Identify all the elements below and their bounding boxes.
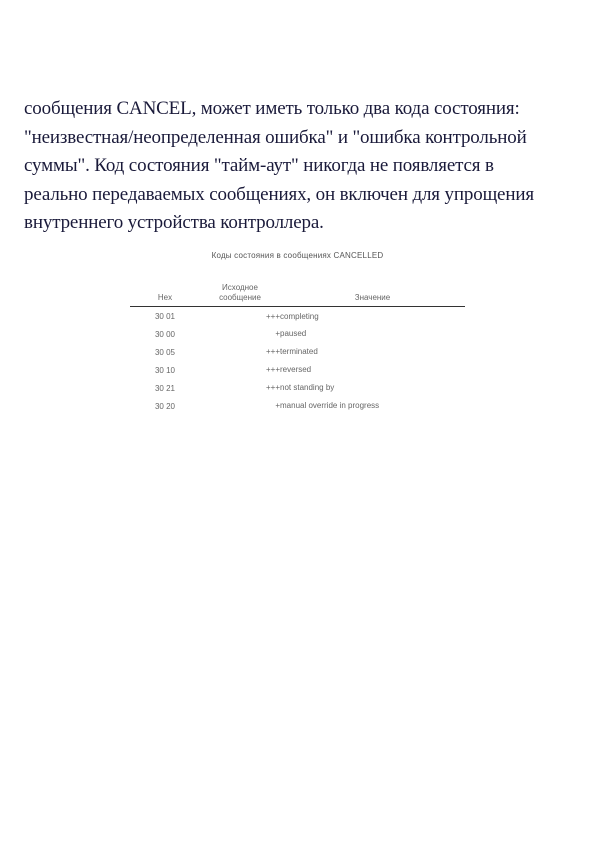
cell-source: +++: [265, 346, 280, 356]
cell-source: +++: [265, 312, 280, 321]
paragraph-line: сообщения CANCEL, может иметь только два кода состояния:: [24, 98, 520, 119]
table-row: [130, 378, 465, 396]
table-row: [130, 342, 465, 360]
header-meaning: Значение: [280, 283, 465, 307]
cell-meaning: terminated: [280, 346, 318, 356]
cell-meaning: not standing by: [280, 382, 335, 392]
status-codes-table: [130, 283, 465, 414]
cell-meaning: manual override in progress: [280, 400, 380, 410]
header-source-line2: сообщение: [219, 293, 261, 302]
cell-source: +: [275, 400, 280, 410]
cell-hex: 30 05: [154, 348, 176, 357]
cell-meaning: paused: [280, 328, 307, 338]
table-row: [130, 360, 465, 378]
header-source: [200, 283, 280, 307]
paragraph-line: реально передаваемых сообщениях, он включен для упрощения: [24, 183, 534, 205]
paragraph-line: суммы". Код состояния "тайм-аут" никогда не появляется в: [24, 155, 494, 177]
cell-hex: 30 21: [154, 384, 176, 393]
cell-source: +++: [265, 364, 280, 374]
header-hex: Hex: [130, 283, 200, 307]
table-row: [130, 396, 465, 414]
cell-meaning: reversed: [280, 364, 312, 374]
table-header-row: [130, 283, 465, 307]
cell-hex: 30 01: [154, 312, 176, 321]
body-paragraph: [24, 95, 584, 238]
cell-source: +++: [265, 382, 280, 392]
cell-hex: 30 00: [154, 330, 176, 339]
table-row: [130, 324, 465, 342]
table-row: [130, 307, 465, 325]
cell-hex: 30 10: [154, 366, 176, 375]
cell-source: +: [275, 328, 280, 338]
cell-meaning: completing: [280, 312, 319, 321]
paragraph-line: "неизвестная/неопределенная ошибка" и "ошибка контрольной: [24, 126, 527, 148]
cell-hex: 30 20: [154, 402, 176, 411]
paragraph-line: внутреннего устройства контроллера.: [24, 212, 324, 234]
table-caption: Коды состояния в сообщениях CANCELLED: [211, 251, 384, 260]
header-source-line1: Исходное: [222, 283, 258, 292]
